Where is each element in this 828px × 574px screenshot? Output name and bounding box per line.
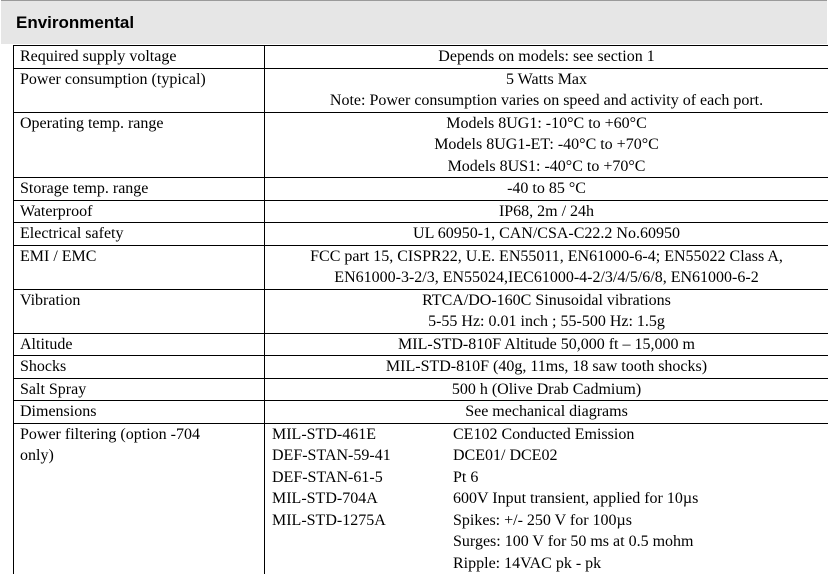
row-label: Dimensions [14, 401, 265, 424]
row-value [265, 200, 828, 223]
table-row [14, 200, 828, 223]
value-line: Models 8US1: -40°C to +70°C [271, 156, 822, 178]
table-row [14, 46, 828, 69]
standard-item: MIL-STD-704A [272, 488, 453, 510]
row-label: Altitude [14, 333, 265, 356]
standard-item: MIL-STD-1275A [272, 510, 453, 532]
value-line: RTCA/DO-160C Sinusoidal vibrations [271, 290, 822, 312]
standard-item: MIL-STD-461E [272, 424, 453, 446]
row-label: Waterproof [14, 200, 265, 223]
row-label: Required supply voltage [14, 46, 265, 69]
row-label: Electrical safety [14, 223, 265, 246]
value-line: Models 8UG1-ET: -40°C to +70°C [271, 134, 822, 156]
row-value [265, 378, 828, 401]
description-item: Surges: 100 V for 50 ms at 0.5 mohm [453, 531, 822, 553]
row-value [265, 223, 828, 246]
row-value [265, 178, 828, 201]
description-item: Pt 6 [453, 467, 822, 489]
row-label: EMI / EMC [14, 245, 265, 289]
row-value [265, 401, 828, 424]
value-line: MIL-STD-810F (40g, 11ms, 18 saw tooth shocks) [271, 356, 822, 378]
value-line: MIL-STD-810F Altitude 50,000 ft – 15,000 m [271, 334, 822, 356]
value-line: 5 Watts Max [271, 69, 822, 91]
value-line: FCC part 15, CISPR22, U.E. EN55011, EN61000-6-4; EN55022 Class A, [271, 246, 822, 268]
value-line: IP68, 2m / 24h [271, 201, 822, 223]
row-label: Salt Spray [14, 378, 265, 401]
value-line: Depends on models: see section 1 [271, 46, 822, 68]
row-label: Shocks [14, 356, 265, 379]
table-row [14, 356, 828, 379]
standard-item: DEF-STAN-59-41 [272, 445, 453, 467]
value-line: 5-55 Hz: 0.01 inch ; 55-500 Hz: 1.5g [271, 311, 822, 333]
table-row [14, 68, 828, 112]
row-label: Operating temp. range [14, 112, 265, 178]
row-value [265, 333, 828, 356]
descriptions-column [453, 424, 822, 574]
value-line: UL 60950-1, CAN/CSA-C22.2 No.60950 [271, 223, 822, 245]
table-row-power-filtering [14, 423, 828, 574]
row-value [265, 112, 828, 178]
description-item: Ripple: 14VAC pk - pk [453, 553, 822, 574]
row-value [265, 423, 828, 574]
row-value [265, 245, 828, 289]
label-line: Power filtering (option -704 [20, 424, 258, 446]
row-label: Vibration [14, 289, 265, 333]
description-item: DCE01/ DCE02 [453, 445, 822, 467]
value-line: Models 8UG1: -10°C to +60°C [271, 113, 822, 135]
description-item: Spikes: +/- 250 V for 100µs [453, 510, 822, 532]
value-line: -40 to 85 °C [271, 178, 822, 200]
row-value [265, 289, 828, 333]
description-item: CE102 Conducted Emission [453, 424, 822, 446]
row-label [14, 423, 265, 574]
table-row [14, 401, 828, 424]
description-item: 600V Input transient, applied for 10µs [453, 488, 822, 510]
row-value [265, 68, 828, 112]
table-row [14, 245, 828, 289]
environmental-spec-table [13, 45, 828, 574]
value-line: See mechanical diagrams [271, 401, 822, 423]
table-row [14, 333, 828, 356]
table-row [14, 223, 828, 246]
row-label: Storage temp. range [14, 178, 265, 201]
power-filtering-columns [271, 424, 822, 574]
table-row [14, 112, 828, 178]
value-line: Note: Power consumption varies on speed and activity of each port. [271, 90, 822, 112]
value-line: 500 h (Olive Drab Cadmium) [271, 379, 822, 401]
label-line: only) [20, 445, 258, 467]
value-line: EN61000-3-2/3, EN55024,IEC61000-4-2/3/4/5/6/8, EN61000-6-2 [271, 267, 822, 289]
table-row [14, 178, 828, 201]
table-row [14, 289, 828, 333]
row-value [265, 46, 828, 69]
row-value [265, 356, 828, 379]
standards-column [271, 424, 453, 574]
row-label: Power consumption (typical) [14, 68, 265, 112]
section-title: Environmental [1, 0, 827, 44]
table-row [14, 378, 828, 401]
standard-item: DEF-STAN-61-5 [272, 467, 453, 489]
